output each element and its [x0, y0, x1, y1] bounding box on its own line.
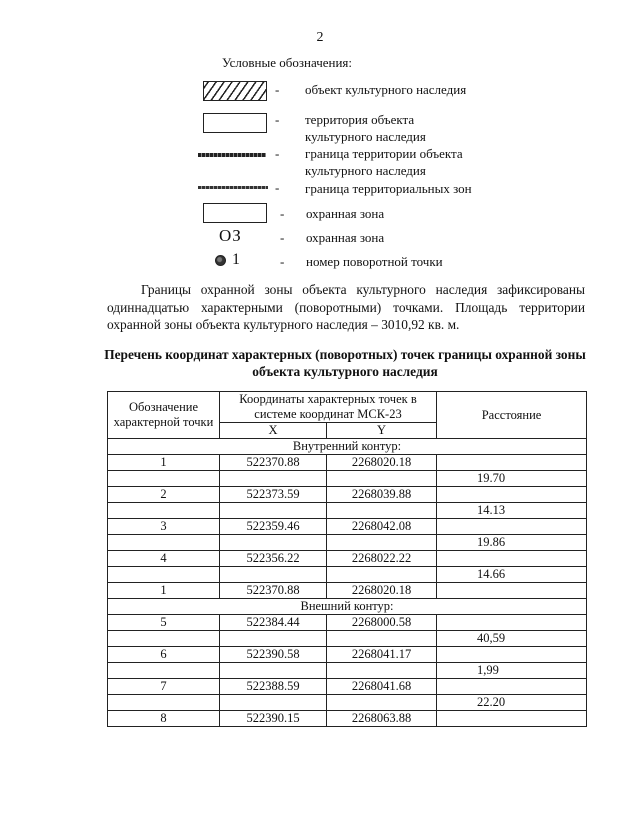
cell-y: 2268041.17	[327, 647, 437, 663]
cell-x: 522388.59	[220, 679, 327, 695]
legend-desc-line: культурного наследия	[305, 129, 426, 144]
cell-distance: 19.70	[437, 471, 587, 487]
cell-y: 2268020.18	[327, 583, 437, 599]
cell-x: 522390.15	[220, 711, 327, 727]
cell-empty	[327, 471, 437, 487]
legend	[0, 0, 640, 280]
turn-point-number: 1	[232, 251, 240, 268]
cell-x: 522370.88	[220, 583, 327, 599]
cell-distance: 22.20	[437, 695, 587, 711]
outer-contour-row	[108, 599, 587, 615]
header-y: Y	[327, 423, 437, 439]
header-coordinates: Координаты характерных точек в системе координат МСК-23	[220, 392, 437, 423]
cell-distance-empty	[437, 711, 587, 727]
legend-desc-heritage-territory	[305, 111, 426, 145]
cell-distance: 19.86	[437, 535, 587, 551]
cell-distance: 14.66	[437, 567, 587, 583]
cell-empty	[108, 535, 220, 551]
cell-distance-empty	[437, 487, 587, 503]
cell-point: 6	[108, 647, 220, 663]
cell-empty	[327, 631, 437, 647]
header-designation: Обозначение характерной точки	[108, 392, 220, 439]
cell-point: 7	[108, 679, 220, 695]
cell-x: 522356.22	[220, 551, 327, 567]
cell-empty	[108, 471, 220, 487]
legend-dash: -	[275, 112, 280, 127]
table-row	[108, 615, 587, 631]
cell-empty	[220, 663, 327, 679]
body-paragraph: Границы охранной зоны объекта культурного наследия зафиксированы одиннадцатью характерными (поворотными) точками. Площадь территории охранной зоны объекта культурного наследия – 3010,92 кв. м.	[107, 282, 585, 332]
inner-contour-row	[108, 439, 587, 455]
cell-y: 2268039.88	[327, 487, 437, 503]
cell-distance-empty	[437, 455, 587, 471]
cell-y: 2268000.58	[327, 615, 437, 631]
inner-contour-label: Внутренний контур:	[108, 439, 587, 455]
legend-desc-turn-point	[306, 253, 443, 270]
legend-dash: -	[275, 82, 280, 97]
cell-distance: 14.13	[437, 503, 587, 519]
legend-desc-line: граница территории объекта	[305, 146, 463, 161]
cell-y: 2268041.68	[327, 679, 437, 695]
cell-empty	[220, 503, 327, 519]
coordinates-table	[107, 391, 587, 727]
distance-row	[108, 535, 587, 551]
table-row	[108, 647, 587, 663]
legend-desc-line: охранная зона	[306, 230, 385, 245]
cell-y: 2268042.08	[327, 519, 437, 535]
legend-title: Условные обозначения:	[222, 55, 353, 70]
legend-desc-heritage-object	[305, 81, 466, 98]
table-row	[108, 679, 587, 695]
header-x: X	[220, 423, 327, 439]
cell-empty	[108, 503, 220, 519]
cell-y: 2268063.88	[327, 711, 437, 727]
table-row	[108, 551, 587, 567]
cell-point: 5	[108, 615, 220, 631]
cell-empty	[220, 471, 327, 487]
table-header-row	[108, 392, 587, 423]
cell-x: 522390.58	[220, 647, 327, 663]
distance-row	[108, 567, 587, 583]
legend-desc-protection-zone	[306, 205, 384, 222]
cell-empty	[108, 631, 220, 647]
table-title: Перечень координат характерных (поворотных) точек границы охранной зоны объекта культурного наследия	[104, 347, 586, 379]
cell-empty	[327, 695, 437, 711]
cell-empty	[108, 567, 220, 583]
distance-row	[108, 695, 587, 711]
cell-distance-empty	[437, 583, 587, 599]
legend-desc-line: объект культурного наследия	[305, 82, 467, 97]
cell-empty	[220, 695, 327, 711]
outer-contour-label: Внешний контур:	[108, 599, 587, 615]
cell-distance-empty	[437, 679, 587, 695]
table-body	[108, 439, 587, 727]
cell-x: 522373.59	[220, 487, 327, 503]
legend-dash: -	[275, 146, 280, 161]
cell-empty	[327, 567, 437, 583]
table-row	[108, 711, 587, 727]
legend-desc-territory-border	[305, 145, 463, 179]
legend-desc-line: номер поворотной точки	[306, 254, 443, 269]
cell-distance-empty	[437, 615, 587, 631]
territory-border-line-symbol	[198, 153, 266, 157]
legend-dash: -	[275, 180, 280, 195]
legend-dash: -	[280, 230, 285, 245]
page-number: 2	[316, 30, 324, 45]
cell-y: 2268020.18	[327, 455, 437, 471]
distance-row	[108, 471, 587, 487]
cell-empty	[108, 695, 220, 711]
distance-row	[108, 631, 587, 647]
cell-y: 2268022.22	[327, 551, 437, 567]
cell-empty	[220, 535, 327, 551]
cell-empty	[220, 631, 327, 647]
turn-point-symbol	[215, 251, 240, 269]
table-row	[108, 487, 587, 503]
cell-point: 8	[108, 711, 220, 727]
cell-x: 522384.44	[220, 615, 327, 631]
distance-row	[108, 503, 587, 519]
hatched-box-symbol	[203, 81, 267, 101]
plain-box-symbol	[203, 113, 267, 133]
turn-point-dot-icon	[215, 255, 226, 266]
oz-text-symbol: ОЗ	[219, 226, 242, 245]
cell-empty	[327, 663, 437, 679]
cell-point: 1	[108, 583, 220, 599]
cell-distance: 1,99	[437, 663, 587, 679]
distance-row	[108, 663, 587, 679]
cell-distance: 40,59	[437, 631, 587, 647]
legend-dash: -	[280, 206, 285, 221]
cell-distance-empty	[437, 519, 587, 535]
cell-point: 3	[108, 519, 220, 535]
cell-distance-empty	[437, 647, 587, 663]
legend-desc-zone-border	[305, 180, 472, 197]
cell-empty	[220, 567, 327, 583]
legend-desc-protection-zone-label	[306, 229, 384, 246]
legend-dash: -	[280, 254, 285, 269]
legend-desc-line: граница территориальных зон	[305, 181, 472, 196]
cell-empty	[327, 503, 437, 519]
legend-desc-line: территория объекта	[305, 112, 415, 127]
cell-empty	[327, 535, 437, 551]
table-row	[108, 519, 587, 535]
cell-point: 1	[108, 455, 220, 471]
cell-empty	[108, 663, 220, 679]
cell-x: 522359.46	[220, 519, 327, 535]
header-distance: Расстояние	[437, 392, 587, 439]
cell-x: 522370.88	[220, 455, 327, 471]
zone-border-line-symbol	[198, 186, 268, 189]
table-row	[108, 583, 587, 599]
protection-zone-box-symbol	[203, 203, 267, 223]
cell-point: 2	[108, 487, 220, 503]
cell-point: 4	[108, 551, 220, 567]
table-row	[108, 455, 587, 471]
legend-desc-line: культурного наследия	[305, 163, 426, 178]
legend-desc-line: охранная зона	[306, 206, 385, 221]
cell-distance-empty	[437, 551, 587, 567]
